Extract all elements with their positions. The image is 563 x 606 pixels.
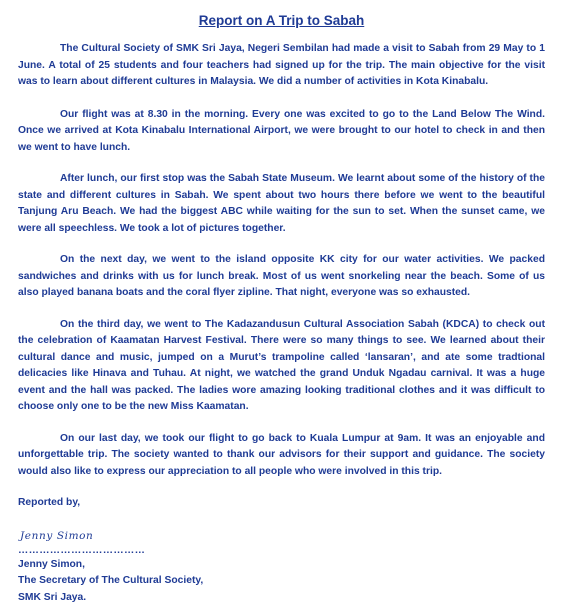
signer-title: The Secretary of The Cultural Society, (18, 573, 545, 590)
reported-by-label: Reported by, (18, 495, 545, 512)
paragraph-museum-beach: After lunch, our first stop was the Sabah State Museum. We learnt about some of the history of the state and different cultures in Sabah. We spent about two hours there before we went to the beautiful Tanjung Aru Beach. We had the biggest ABC while waiting for the sun to set. When the sunset came, we were all speechless. We took a lot of pictures together. (18, 171, 545, 237)
signature-line: ……………………………… (18, 544, 545, 557)
paragraph-island: On the next day, we went to the island opposite KK city for our water activities. We packed sandwiches and drinks with us for lunch break. Most of us went snorkeling near the beach. Some of us also played banana boats and the coral flyer zipline. That night, everyone was so exhausted. (18, 252, 545, 302)
signer-name: Jenny Simon, (18, 557, 545, 574)
signer-school: SMK Sri Jaya. (18, 590, 545, 606)
report-document (18, 12, 545, 606)
report-title: Report on A Trip to Sabah (18, 12, 545, 29)
handwritten-signature: Jenny Simon (20, 528, 545, 544)
paragraph-conclusion: On our last day, we took our flight to go back to Kuala Lumpur at 9am. It was an enjoyable and unforgettable trip. The society wanted to thank our advisors for their support and guidance. The society would also like to express our appreciation to all people who were involved in this trip. (18, 431, 545, 481)
paragraph-festival: On the third day, we went to The Kadazandusun Cultural Association Sabah (KDCA) to check out the celebration of Kaamatan Harvest Festival. There were so many things to see. We learned about their cultural dance and music, jumped on a Murut’s trampoline called ‘lansaran’, and ate some tradtional delicacies like Hinava and Tuhau. At night, we watched the grand Unduk Ngadau carnival. It was a huge event and the hall was packed. The ladies wore amazing looking traditional clothes and it was difficult to choose only one to be the new Miss Kaamatan. (18, 317, 545, 416)
paragraph-introduction: The Cultural Society of SMK Sri Jaya, Negeri Sembilan had made a visit to Sabah from 29 May to 1 June. A total of 25 students and four teachers had signed up for the trip. The main objective for the visit was to learn about different cultures in Malaysia. We did a number of activities in Kota Kinabalu. (18, 41, 545, 91)
paragraph-flight: Our flight was at 8.30 in the morning. Every one was excited to go to the Land Below The Wind. Once we arrived at Kota Kinabalu International Airport, we were brought to our hotel to check in and then we went to have lunch. (18, 107, 545, 157)
